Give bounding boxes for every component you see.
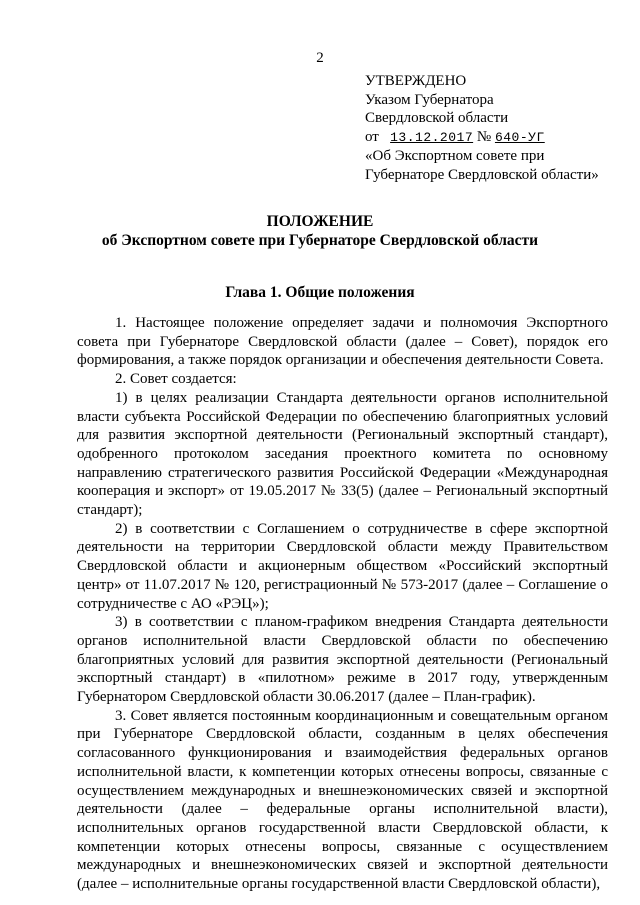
- document-subtitle: об Экспортном совете при Губернаторе Свердловской области: [101, 232, 539, 249]
- approval-title-line-1: «Об Экспортном совете при: [365, 148, 545, 164]
- page-number: 2: [316, 50, 324, 66]
- paragraph: 2. Совет создается:: [115, 371, 237, 388]
- approval-region: Свердловской области: [365, 110, 509, 126]
- document-title: ПОЛОЖЕНИЕ: [266, 213, 374, 230]
- approval-number-label: №: [476, 128, 492, 145]
- document-body: [77, 314, 608, 894]
- approval-from-label: от: [365, 128, 379, 145]
- chapter-heading: Глава 1. Общие положения: [225, 284, 415, 301]
- approval-date-line: [365, 128, 599, 148]
- paragraph: 1) в целях реализации Стандарта деятельности органов исполнительной власти субъекта Российской Федерации по обеспечению благоприятных условий для развития экспортной деятельности (Региональный экспортный стандарт), одобренного протоколом заседания проектного комитета по основному направлению стратегического развития Российской Федерации «Международная кооперация и экспорт» от 19.05.2017 № 33(5) (далее – Региональный экспортный стандарт);: [77, 389, 608, 519]
- paragraph: 2) в соответствии с Соглашением о сотрудничестве в сфере экспортной деятельности на территории Свердловской области между Правительством Свердловской области и акционерным обществом «Российский экспортный центр» от 11.07.2017 № 120, регистрационный № 573-2017 (далее – Соглашение о сотрудничестве с АО «РЭЦ»);: [77, 520, 608, 612]
- approval-by-decree: Указом Губернатора: [365, 91, 494, 108]
- approval-title-line-2: Губернаторе Свердловской области»: [365, 166, 599, 183]
- approval-number: 640-УГ: [494, 129, 545, 145]
- paragraph: 3) в соответствии с планом-графиком внедрения Стандарта деятельности органов исполнительной власти Свердловской области по обеспечению благоприятных условий для развития экспортной деятельности (Региональный экспортный стандарт) в «пилотном» режиме в 2017 году, утвержденным Губернатором Свердловской области 30.06.2017 (далее – План-график).: [77, 614, 608, 706]
- document-title-block: [0, 212, 640, 250]
- approval-heading: УТВЕРЖДЕНО: [365, 73, 467, 89]
- paragraph: 3. Совет является постоянным координационным и совещательным органом при Губернаторе Свердловской области, созданным в целях обеспечения согласованного функционирования и взаимодействия федеральных органов исполнительной власти, к компетенции которых отнесены вопросы, связанные с осуществлением международных и внешнеэкономических связей и экспортной деятельности (далее – федеральные органы исполнительной власти), исполнительных органов государственной власти Свердловской области, к компетенции которых отнесены вопросы, связанные с осуществлением международных и внешнеэкономических связей и экспортной деятельности (далее – исполнительные органы государственной власти Свердловской области),: [77, 707, 608, 893]
- approval-date: 13.12.2017: [390, 129, 474, 145]
- paragraph: 1. Настоящее положение определяет задачи и полномочия Экспортного совета при Губернаторе Свердловской области (далее – Совет), порядок его формирования, а также порядок организации и обеспечения деятельности Совета.: [77, 315, 608, 369]
- approval-block: [365, 72, 599, 184]
